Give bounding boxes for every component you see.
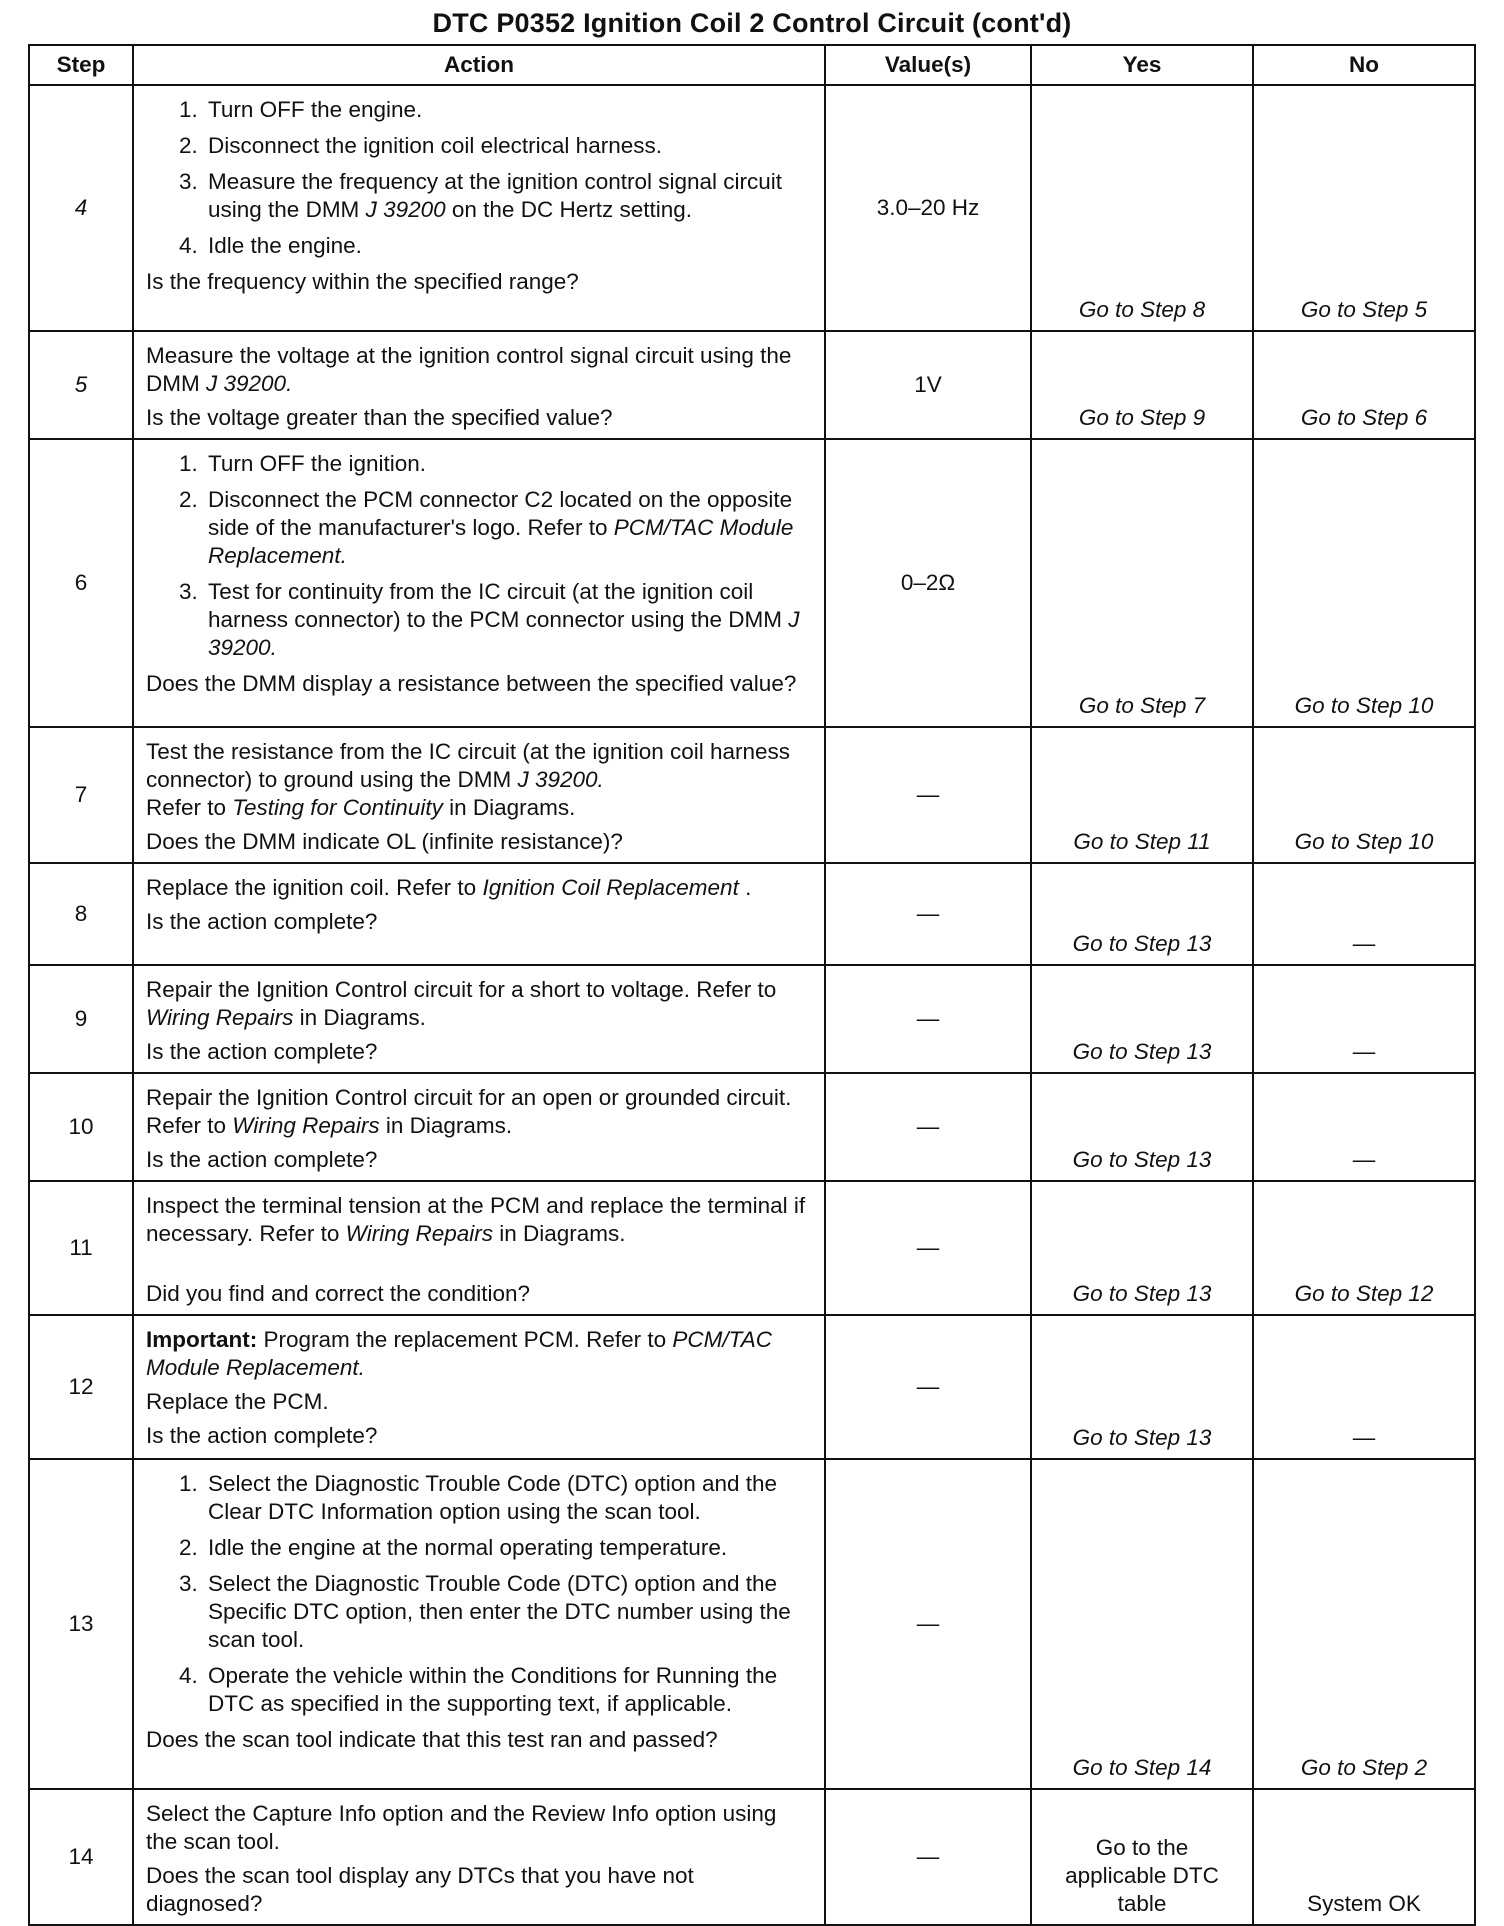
header-step: Step [29, 45, 133, 85]
action-list-item: 3. Test for continuity from the IC circuit (at the ignition coil harness connector) to the PCM connector using the DMM J 39200. [204, 578, 812, 662]
action-question: Is the action complete? [146, 1147, 378, 1172]
no-cell: Go to Step 6 [1253, 331, 1475, 439]
action-list-item: 4. Operate the vehicle within the Conditions for Running the DTC as specified in the supporting text, if applicable. [204, 1662, 812, 1718]
header-values: Value(s) [825, 45, 1031, 85]
action-cell [133, 727, 825, 863]
yes-cell: Go to Step 11 [1031, 727, 1253, 863]
step-number: 6 [29, 439, 133, 727]
yes-cell: Go to Step 7 [1031, 439, 1253, 727]
action-text: Important: Program the replacement PCM. Refer to PCM/TAC Module Replacement. [146, 1327, 773, 1380]
step-number: 13 [29, 1459, 133, 1789]
yes-cell: Go to Step 13 [1031, 1315, 1253, 1459]
action-list-item: 1. Turn OFF the engine. [204, 96, 812, 124]
action-cell [133, 331, 825, 439]
action-cell [133, 1315, 825, 1459]
table-row [29, 1459, 1475, 1789]
action-list-item: 3. Measure the frequency at the ignition control signal circuit using the DMM J 39200 on the DC Hertz setting. [204, 168, 812, 224]
action-cell [133, 1789, 825, 1925]
action-text: Repair the Ignition Control circuit for an open or grounded circuit. Refer to Wiring Repairs in Diagrams. [146, 1085, 792, 1138]
value-cell: — [825, 727, 1031, 863]
no-cell: — [1253, 1073, 1475, 1181]
value-cell: — [825, 863, 1031, 965]
table-row [29, 965, 1475, 1073]
step-number: 9 [29, 965, 133, 1073]
yes-cell: Go to Step 13 [1031, 863, 1253, 965]
action-list-item: 4. Idle the engine. [204, 232, 812, 260]
yes-cell: Go to Step 14 [1031, 1459, 1253, 1789]
action-question: Is the action complete? [146, 1039, 378, 1064]
step-number: 11 [29, 1181, 133, 1315]
value-cell: — [825, 1073, 1031, 1181]
no-cell: Go to Step 10 [1253, 439, 1475, 727]
step-number: 4 [29, 85, 133, 331]
header-no: No [1253, 45, 1475, 85]
table-row [29, 85, 1475, 331]
page-title: DTC P0352 Ignition Coil 2 Control Circuit (cont'd) [432, 8, 1072, 38]
value-cell: 3.0–20 Hz [825, 85, 1031, 331]
action-cell [133, 965, 825, 1073]
action-question: Does the DMM display a resistance between the specified value? [146, 671, 797, 696]
action-text: Replace the PCM. [146, 1389, 329, 1414]
table-row [29, 439, 1475, 727]
step-number: 10 [29, 1073, 133, 1181]
action-text: Repair the Ignition Control circuit for a short to voltage. Refer to Wiring Repairs in Diagrams. [146, 977, 777, 1030]
header-yes: Yes [1031, 45, 1253, 85]
action-list-item: 2. Disconnect the PCM connector C2 located on the opposite side of the manufacturer's logo. Refer to PCM/TAC Module Replacement. [204, 486, 812, 570]
table-row [29, 1181, 1475, 1315]
action-cell [133, 1459, 825, 1789]
action-list-item: 1. Select the Diagnostic Trouble Code (DTC) option and the Clear DTC Information option using the scan tool. [204, 1470, 812, 1526]
action-cell [133, 85, 825, 331]
action-question: Did you find and correct the condition? [146, 1281, 530, 1306]
action-question: Does the scan tool display any DTCs that you have not diagnosed? [146, 1863, 694, 1916]
action-text: Inspect the terminal tension at the PCM and replace the terminal if necessary. Refer to Wiring Repairs in Diagrams. [146, 1193, 806, 1246]
action-cell [133, 1181, 825, 1315]
yes-cell: Go to Step 13 [1031, 1181, 1253, 1315]
yes-cell: Go to the applicable DTC table [1031, 1789, 1253, 1925]
action-cell [133, 863, 825, 965]
header-action: Action [133, 45, 825, 85]
no-cell: Go to Step 12 [1253, 1181, 1475, 1315]
action-question: Does the scan tool indicate that this test ran and passed? [146, 1727, 718, 1752]
action-list-item: 1. Turn OFF the ignition. [204, 450, 812, 478]
action-list-item: 2. Idle the engine at the normal operating temperature. [204, 1534, 812, 1562]
step-number: 5 [29, 331, 133, 439]
table-row [29, 863, 1475, 965]
value-cell: — [825, 1459, 1031, 1789]
action-question: Is the frequency within the specified range? [146, 269, 579, 294]
no-cell: — [1253, 965, 1475, 1073]
action-list-item: 2. Disconnect the ignition coil electrical harness. [204, 132, 812, 160]
action-text: Replace the ignition coil. Refer to Ignition Coil Replacement . [146, 875, 752, 900]
no-cell: — [1253, 863, 1475, 965]
yes-cell: Go to Step 13 [1031, 965, 1253, 1073]
action-cell [133, 1073, 825, 1181]
no-cell: — [1253, 1315, 1475, 1459]
action-question: Is the action complete? [146, 909, 378, 934]
action-cell [133, 439, 825, 727]
no-cell: System OK [1253, 1789, 1475, 1925]
step-number: 14 [29, 1789, 133, 1925]
value-cell: — [825, 1789, 1031, 1925]
step-number: 8 [29, 863, 133, 965]
no-cell: Go to Step 10 [1253, 727, 1475, 863]
no-cell: Go to Step 5 [1253, 85, 1475, 331]
value-cell: 1V [825, 331, 1031, 439]
table-row [29, 1789, 1475, 1925]
action-question: Is the action complete? [146, 1423, 378, 1448]
value-cell: 0–2Ω [825, 439, 1031, 727]
action-question: Is the voltage greater than the specified value? [146, 405, 613, 430]
action-text: Measure the voltage at the ignition control signal circuit using the DMM J 39200. [146, 343, 792, 396]
table-row [29, 331, 1475, 439]
value-cell: — [825, 1315, 1031, 1459]
table-row [29, 1073, 1475, 1181]
step-number: 12 [29, 1315, 133, 1459]
yes-cell: Go to Step 13 [1031, 1073, 1253, 1181]
yes-cell: Go to Step 8 [1031, 85, 1253, 331]
action-question: Does the DMM indicate OL (infinite resistance)? [146, 829, 623, 854]
diagnostic-table [28, 44, 1476, 1926]
important-label: Important: [146, 1327, 258, 1352]
value-cell: — [825, 965, 1031, 1073]
step-number: 7 [29, 727, 133, 863]
yes-cell: Go to Step 9 [1031, 331, 1253, 439]
table-row [29, 727, 1475, 863]
table-row [29, 1315, 1475, 1459]
action-text: Test the resistance from the IC circuit (at the ignition coil harness connector) to ground using the DMM J 39200. Refer to Testing for Continuity in Diagrams. [146, 739, 791, 820]
action-text: Select the Capture Info option and the Review Info option using the scan tool. [146, 1801, 777, 1854]
header-row [29, 45, 1475, 85]
action-list-item: 3. Select the Diagnostic Trouble Code (DTC) option and the Specific DTC option, then enter the DTC number using the scan tool. [204, 1570, 812, 1654]
value-cell: — [825, 1181, 1031, 1315]
no-cell: Go to Step 2 [1253, 1459, 1475, 1789]
